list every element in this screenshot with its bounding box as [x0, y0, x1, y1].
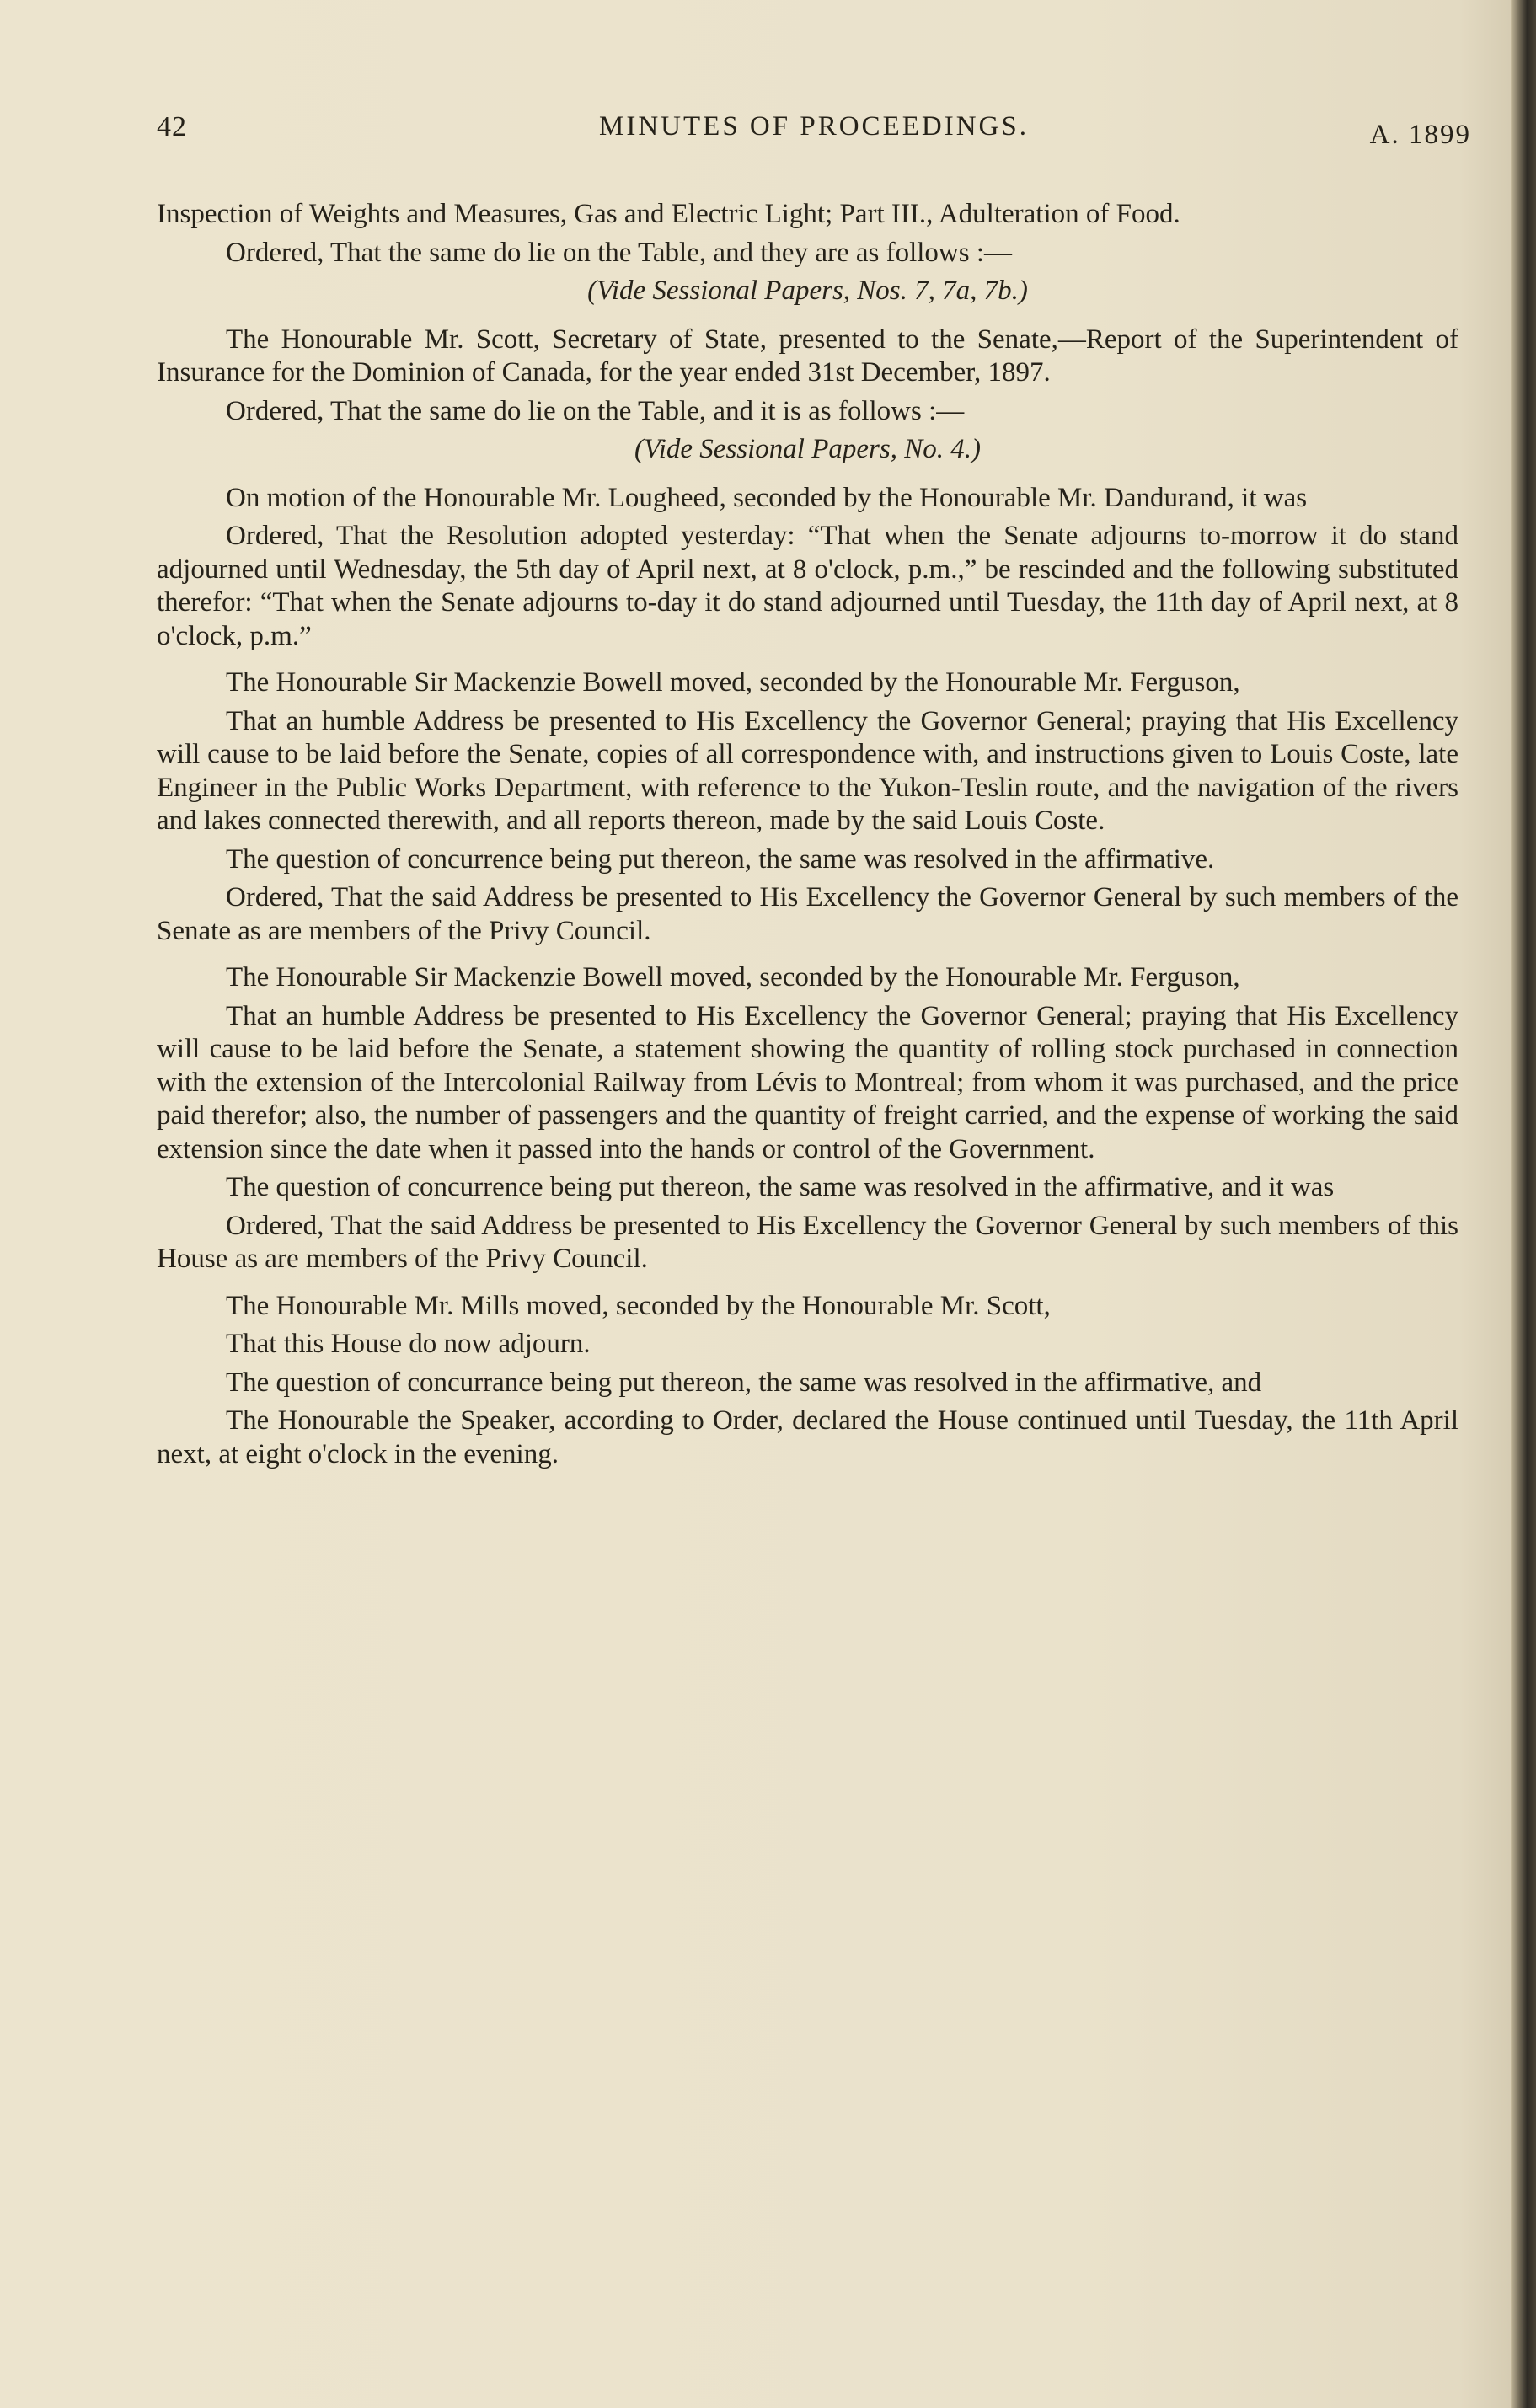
binding-edge: [1511, 0, 1536, 2408]
paragraph: Ordered, That the said Address be presented to His Excellency the Governor General by such members of this House as are members of the Privy Council.: [157, 1210, 1458, 1274]
proceeding-entry: [157, 482, 1458, 654]
paragraph: The question of concurrence being put thereon, the same was resolved in the affirmative.: [226, 843, 1215, 875]
document-body: [157, 198, 1458, 1485]
paragraph: The question of concurrence being put thereon, the same was resolved in the affirmative, and it was: [226, 1172, 1335, 1202]
proceeding-entry: [157, 198, 1458, 308]
proceeding-entry: [157, 666, 1458, 948]
paragraph: The Honourable Sir Mackenzie Bowell moved, seconded by the Honourable Mr. Ferguson,: [226, 962, 1240, 993]
sessional-paper-reference: (Vide Sessional Papers, Nos. 7, 7a, 7b.): [587, 276, 1028, 306]
paragraph: Inspection of Weights and Measures, Gas and Electric Light; Part III., Adulteration of Food.: [157, 199, 1180, 229]
paragraph: Ordered, That the Resolution adopted yesterday: “That when the Senate adjourns to-morrow it do stand adjourned until Wednesday, the 5th day of April next, at 8 o'clock, p.m.,” be rescinded and the following substituted therefor: “That when the Senate adjourns to-day it do stand adjourned until Tuesday, the 11th day of April next, at 8 o'clock, p.m.”: [157, 521, 1458, 651]
paragraph: That this House do now adjourn.: [226, 1329, 591, 1359]
paragraph: Ordered, That the said Address be presented to His Excellency the Governor General by such members of the Senate as are members of the Privy Council.: [157, 882, 1458, 946]
paragraph: On motion of the Honourable Mr. Lougheed, seconded by the Honourable Mr. Dandurand, it was: [226, 482, 1308, 513]
paragraph: The question of concurrance being put thereon, the same was resolved in the affirmative, and: [226, 1367, 1262, 1398]
paragraph: Ordered, That the same do lie on the Table, and it is as follows :—: [226, 395, 965, 426]
paragraph: That an humble Address be presented to His Excellency the Governor General; praying that His Excellency will cause to be laid before the Senate, copies of all correspondence with, and instructions given to Louis Coste, late Engineer in the Public Works Department, with reference to the Yukon-Teslin route, and the navigation of the rivers and lakes connected therewith, and all reports thereon, made by the said Louis Coste.: [157, 705, 1458, 836]
proceeding-entry: [157, 961, 1458, 1276]
paragraph: The Honourable Mr. Mills moved, seconded by the Honourable Mr. Scott,: [226, 1290, 1051, 1321]
paragraph: Ordered, That the same do lie on the Table, and they are as follows :—: [226, 237, 1013, 268]
proceeding-entry: [157, 324, 1458, 467]
proceeding-entry: [157, 1290, 1458, 1472]
paragraph: The Honourable Mr. Scott, Secretary of State, presented to the Senate,—Report of the Superintendent of Insurance for the Dominion of Canada, for the year ended 31st December, 1897.: [157, 324, 1458, 388]
paragraph: That an humble Address be presented to His Excellency the Governor General; praying that His Excellency will cause to be laid before the Senate, a statement showing the quantity of rolling stock purchased in connection with the extension of the Intercolonial Railway from Lévis to Montreal; from whom it was purchased, and the price paid therefor; also, the number of passengers and the quantity of freight carried, and the expense of working the said extension since the date when it passed into the hands or control of the Government.: [157, 1000, 1458, 1164]
session-label: A. 1899: [1369, 120, 1471, 150]
running-title: MINUTES OF PROCEEDINGS.: [599, 111, 1029, 142]
sessional-paper-reference: (Vide Sessional Papers, No. 4.): [634, 434, 981, 464]
page-header: [157, 111, 1471, 162]
paragraph: The Honourable Sir Mackenzie Bowell moved, seconded by the Honourable Mr. Ferguson,: [226, 667, 1240, 698]
page-number: 42: [157, 111, 187, 142]
paragraph: The Honourable the Speaker, according to Order, declared the House continued until Tuesday, the 11th April next, at eight o'clock in the evening.: [157, 1405, 1458, 1469]
